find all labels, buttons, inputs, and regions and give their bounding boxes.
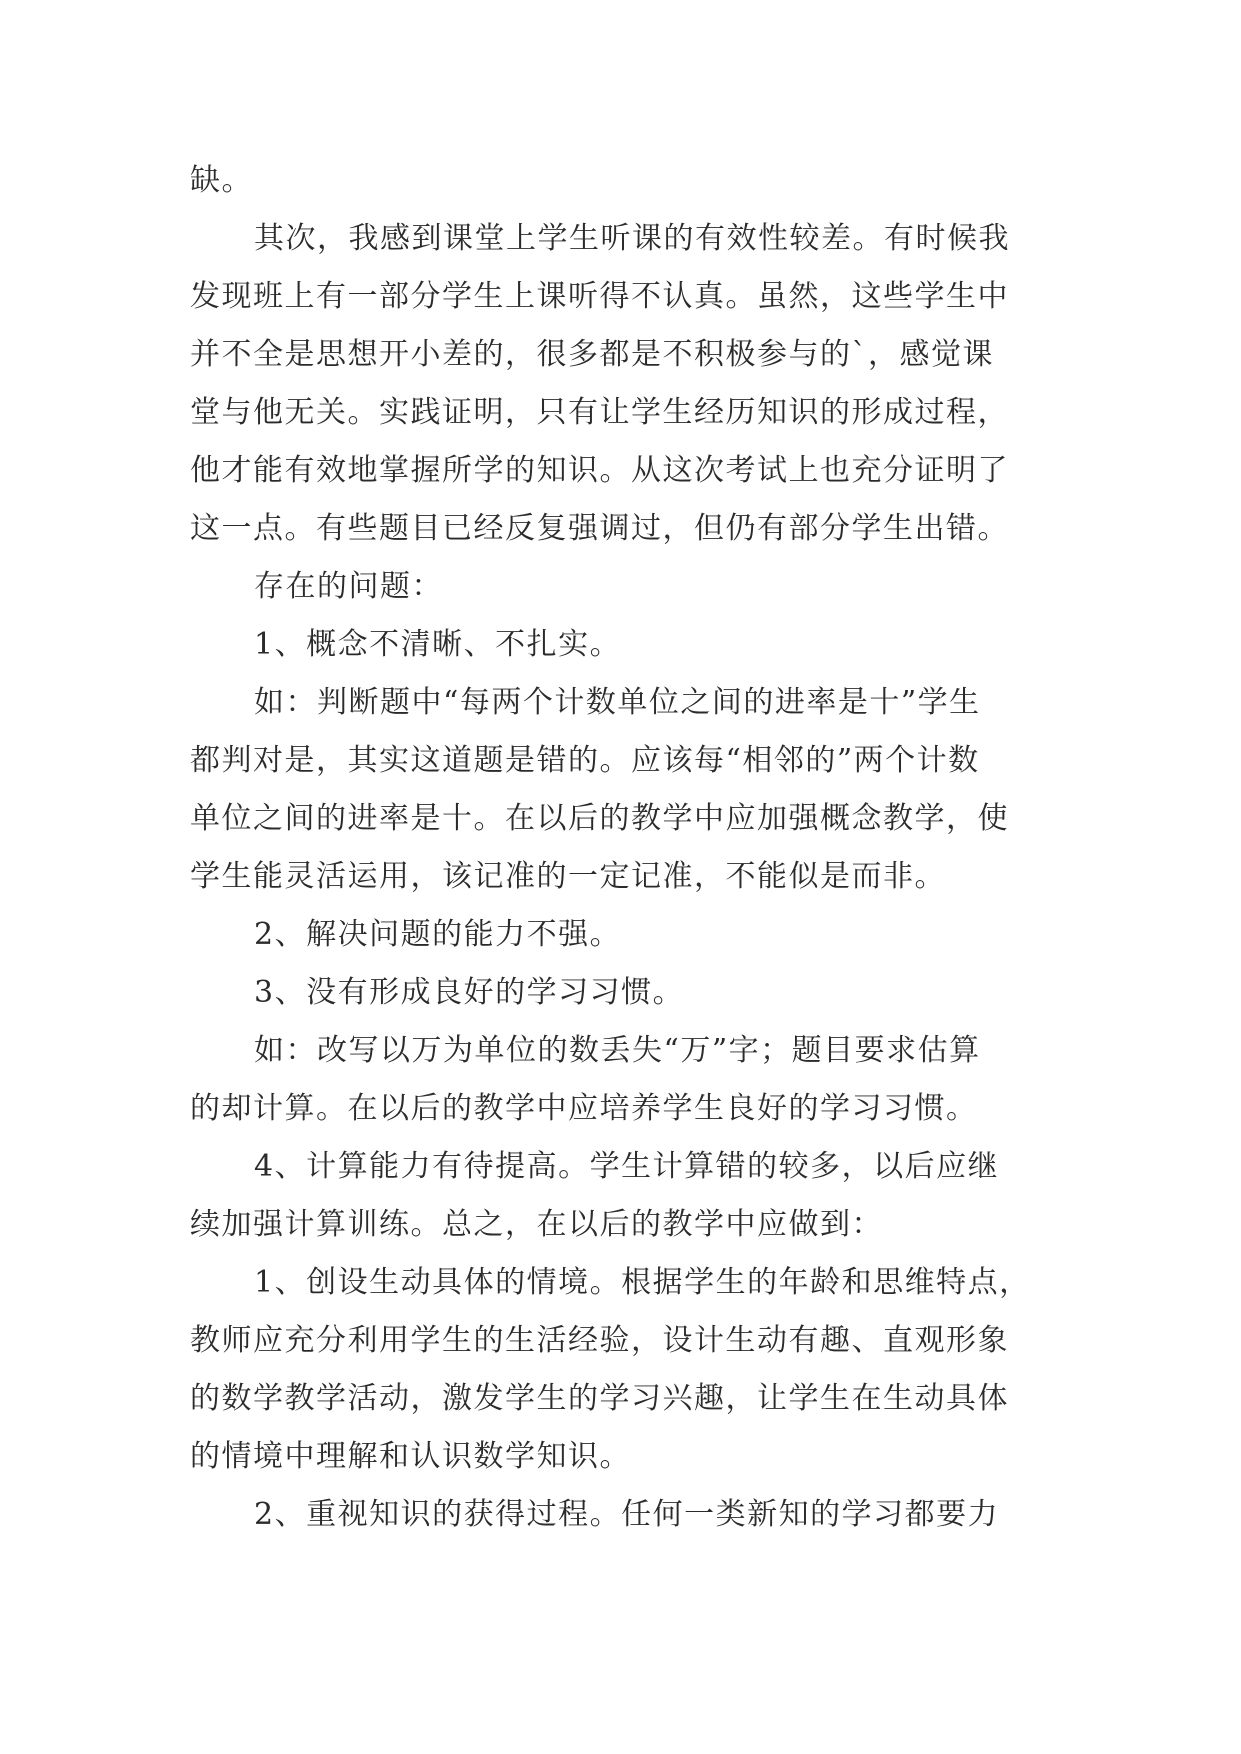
text-line: 都判对是，其实这道题是错的。应该每“相邻的”两个计数 xyxy=(190,743,980,778)
text-line: 1、概念不清晰、不扎实。 xyxy=(254,627,622,662)
text-line: 如：判断题中“每两个计数单位之间的进率是十”学生 xyxy=(254,685,981,720)
text-line: 单位之间的进率是十。在以后的教学中应加强概念教学，使 xyxy=(190,801,1009,836)
text-line: 1、创设生动具体的情境。根据学生的年龄和思维特点， xyxy=(254,1265,1031,1300)
text-line: 的却计算。在以后的教学中应培养学生良好的学习习惯。 xyxy=(190,1091,978,1126)
text-line: 他才能有效地掌握所学的知识。从这次考试上也充分证明了 xyxy=(190,453,1009,488)
text-line: 的情境中理解和认识数学知识。 xyxy=(190,1439,631,1474)
text-line: 并不全是思想开小差的，很多都是不积极参与的`，感觉课 xyxy=(190,337,994,372)
text-line: 2、解决问题的能力不强。 xyxy=(254,917,622,952)
text-line: 4、计算能力有待提高。学生计算错的较多，以后应继 xyxy=(254,1149,1000,1184)
text-line: 教师应充分利用学生的生活经验，设计生动有趣、直观形象 xyxy=(190,1323,1009,1358)
text-line: 3、没有形成良好的学习习惯。 xyxy=(254,975,685,1010)
text-line: 其次，我感到课堂上学生听课的有效性较差。有时候我 xyxy=(254,221,1010,256)
document-body xyxy=(190,152,1070,1544)
text-line: 存在的问题： xyxy=(254,569,443,604)
text-line: 如：改写以万为单位的数丢失“万”字；题目要求估算 xyxy=(254,1033,981,1068)
text-line: 的数学教学活动，激发学生的学习兴趣，让学生在生动具体 xyxy=(190,1381,1009,1416)
text-line: 续加强计算训练。总之，在以后的教学中应做到： xyxy=(190,1207,883,1242)
text-line: 堂与他无关。实践证明，只有让学生经历知识的形成过程， xyxy=(190,395,1009,430)
text-line: 学生能灵活运用，该记准的一定记准，不能似是而非。 xyxy=(190,859,946,894)
text-line: 缺。 xyxy=(190,163,253,198)
text-line: 2、重视知识的获得过程。任何一类新知的学习都要力 xyxy=(254,1497,1000,1532)
text-line: 发现班上有一部分学生上课听得不认真。虽然，这些学生中 xyxy=(190,279,1009,314)
text-line: 这一点。有些题目已经反复强调过，但仍有部分学生出错。 xyxy=(190,511,1009,546)
